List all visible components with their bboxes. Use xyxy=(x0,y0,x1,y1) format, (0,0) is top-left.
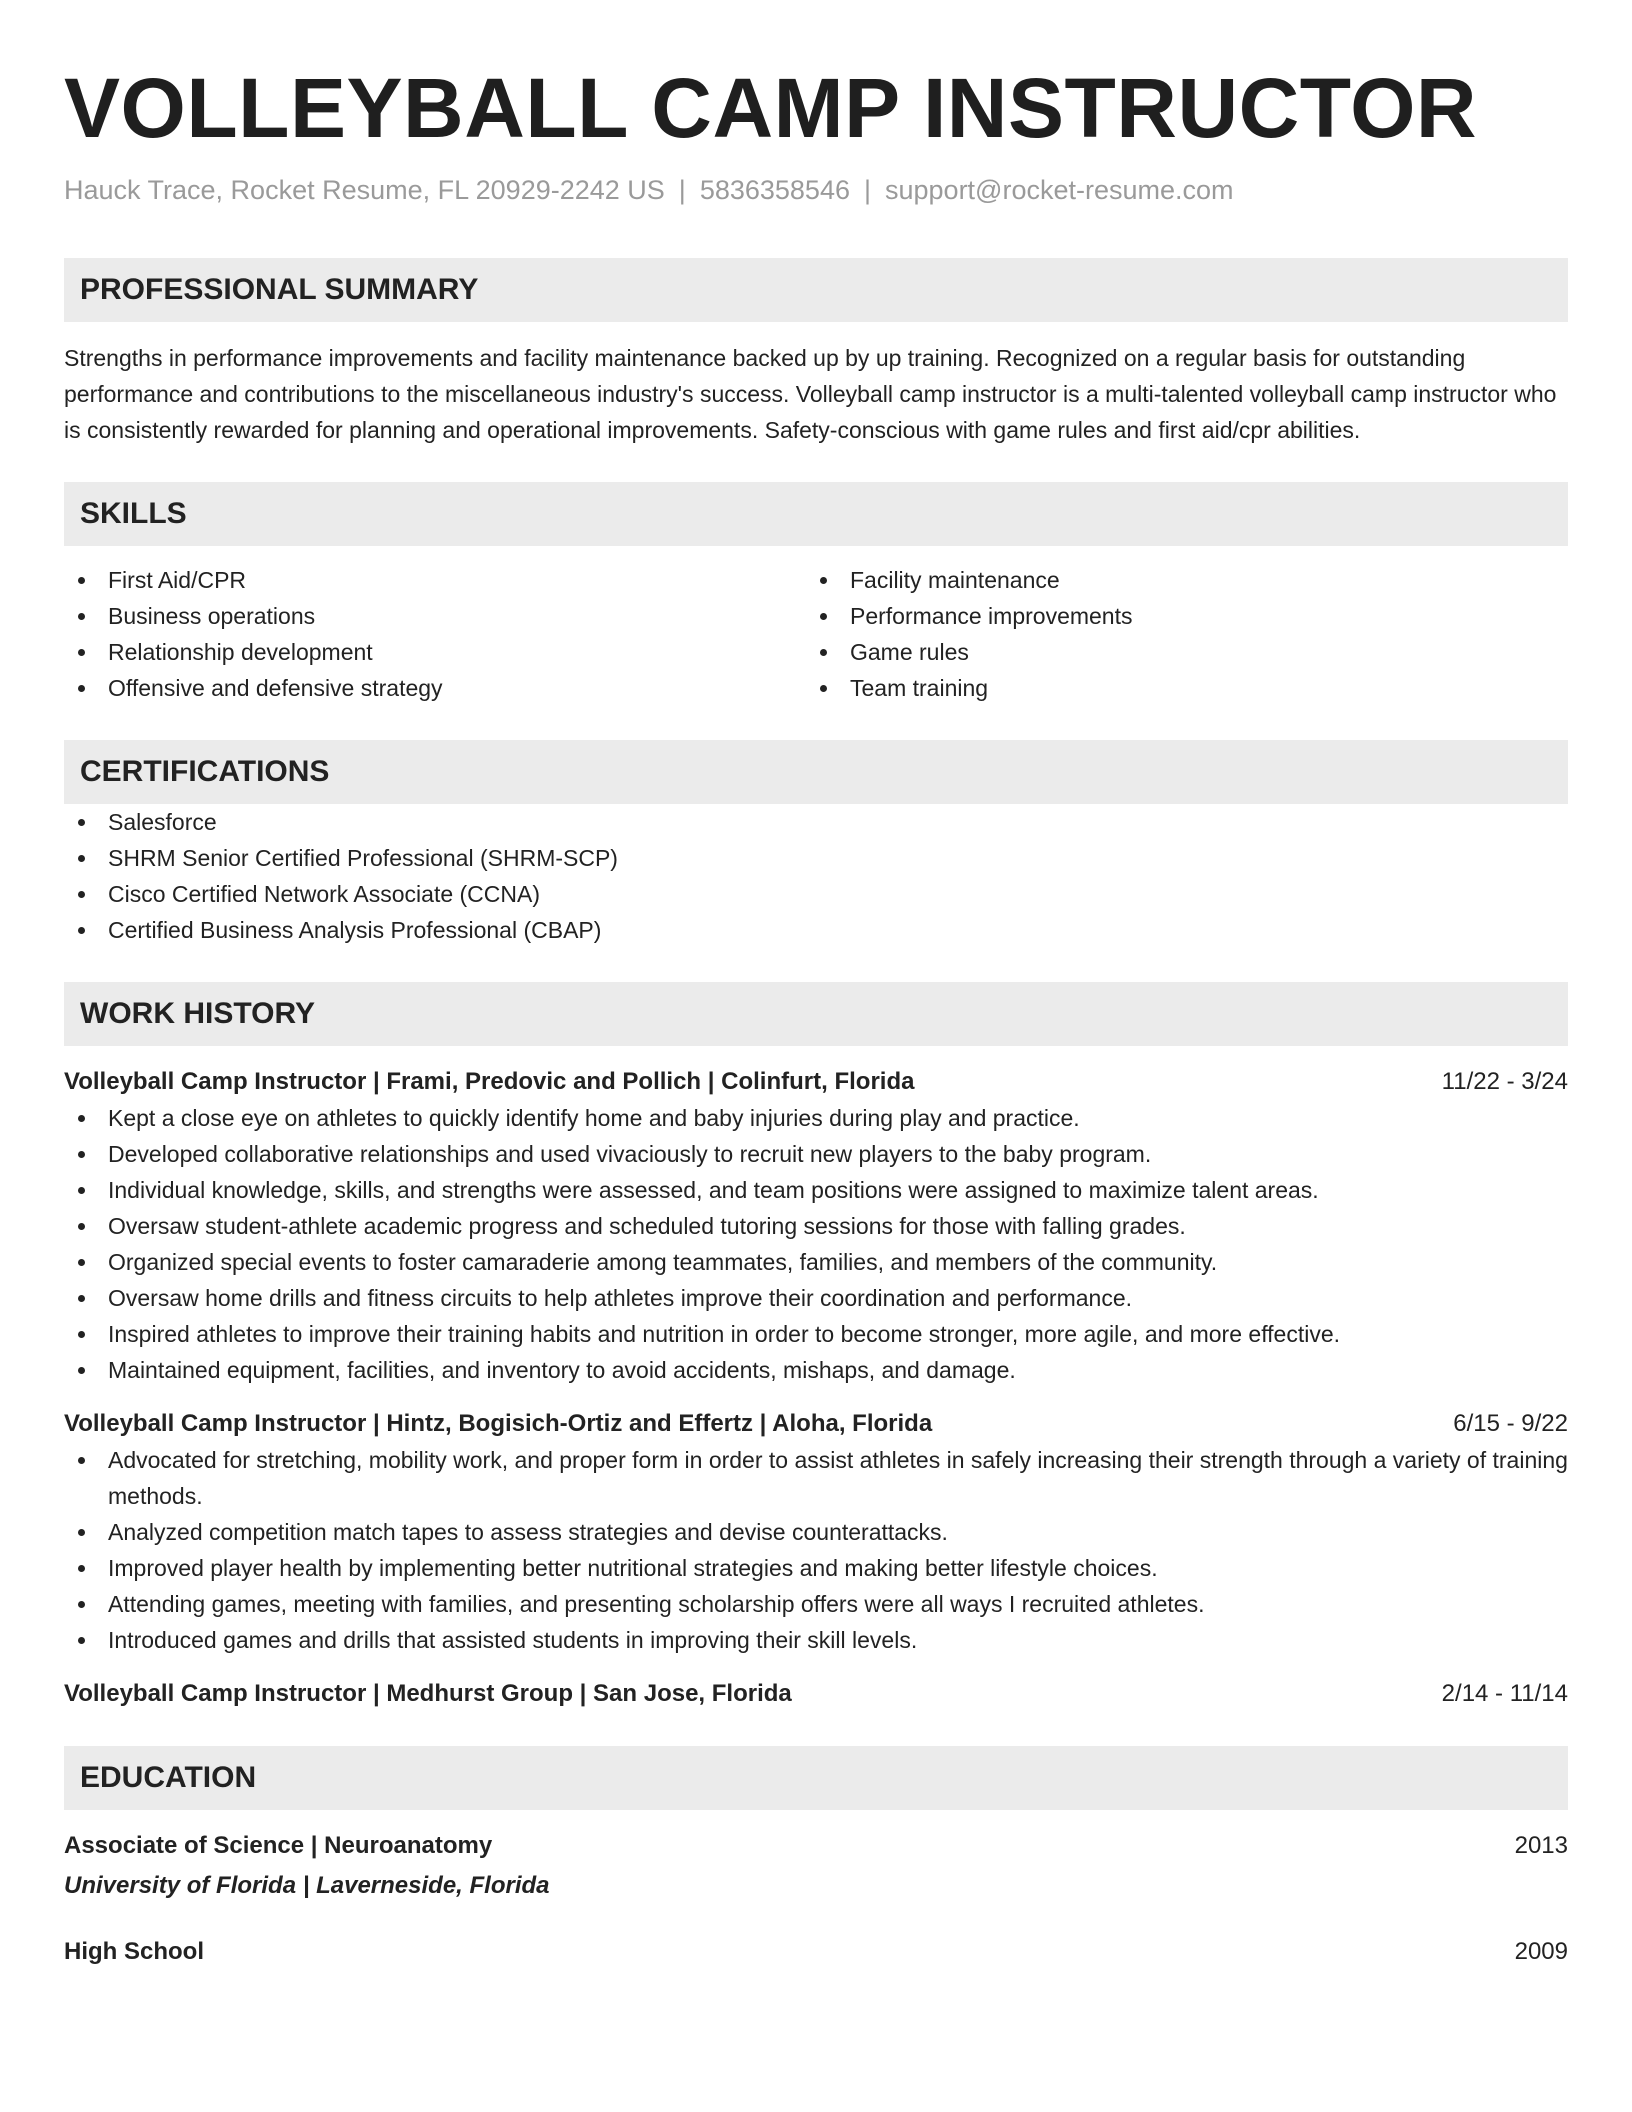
education-year: 2013 xyxy=(1514,1832,1568,1859)
certification-item: SHRM Senior Certified Professional (SHRM-SCP) xyxy=(64,840,1568,876)
job-bullet: Organized special events to foster camaraderie among teammates, families, and members of the community. xyxy=(64,1244,1568,1280)
education-entry xyxy=(64,1934,1568,1970)
job-bullets xyxy=(64,1100,1568,1388)
education-degree: Associate of Science | Neuroanatomy xyxy=(64,1832,493,1859)
contact-email: support@rocket-resume.com xyxy=(885,175,1234,205)
section-header-work-history: WORK HISTORY xyxy=(64,982,1568,1046)
skill-item: Relationship development xyxy=(64,634,806,670)
job-header xyxy=(64,1064,1568,1100)
job-bullet: Analyzed competition match tapes to assess strategies and devise counterattacks. xyxy=(64,1514,1568,1550)
skill-item: First Aid/CPR xyxy=(64,562,806,598)
skill-item: Facility maintenance xyxy=(806,562,1548,598)
job-bullet: Introduced games and drills that assisted students in improving their skill levels. xyxy=(64,1622,1568,1658)
job-bullet: Advocated for stretching, mobility work, and proper form in order to assist athletes in safely increasing their strength through a variety of training methods. xyxy=(64,1442,1568,1514)
skills-column-right xyxy=(806,562,1548,706)
job-header xyxy=(64,1676,1568,1712)
job-dates: 6/15 - 9/22 xyxy=(1453,1410,1568,1437)
skill-item: Business operations xyxy=(64,598,806,634)
job-bullet: Oversaw student-athlete academic progress and scheduled tutoring sessions for those with falling grades. xyxy=(64,1208,1568,1244)
job-title: Volleyball Camp Instructor | Frami, Predovic and Pollich | Colinfurt, Florida xyxy=(64,1068,915,1095)
job-bullet: Oversaw home drills and fitness circuits to help athletes improve their coordination and performance. xyxy=(64,1280,1568,1316)
resume-page xyxy=(64,0,1568,2000)
job-bullet: Attending games, meeting with families, and presenting scholarship offers were all ways I recruited athletes. xyxy=(64,1586,1568,1622)
job-title: Volleyball Camp Instructor | Hintz, Bogisich-Ortiz and Effertz | Aloha, Florida xyxy=(64,1410,933,1437)
skills-grid xyxy=(64,562,1568,706)
contact-phone: 5836358546 xyxy=(699,175,850,205)
certification-item: Certified Business Analysis Professional (CBAP) xyxy=(64,912,1568,948)
job-bullet: Individual knowledge, skills, and strengths were assessed, and team positions were assigned to maximize talent areas. xyxy=(64,1172,1568,1208)
job-bullets xyxy=(64,1442,1568,1658)
certification-item: Cisco Certified Network Associate (CCNA) xyxy=(64,876,1568,912)
education-degree: High School xyxy=(64,1938,204,1965)
job-bullet: Maintained equipment, facilities, and inventory to avoid accidents, mishaps, and damage. xyxy=(64,1352,1568,1388)
job-bullet: Kept a close eye on athletes to quickly identify home and baby injuries during play and practice. xyxy=(64,1100,1568,1136)
contact-separator: | xyxy=(678,175,686,205)
job-header xyxy=(64,1406,1568,1442)
skill-item: Team training xyxy=(806,670,1548,706)
resume-name: VOLLEYBALL CAMP INSTRUCTOR xyxy=(64,61,1478,155)
section-header-certifications: CERTIFICATIONS xyxy=(64,740,1568,804)
job-entry xyxy=(64,1676,1568,1712)
education-entry xyxy=(64,1828,1568,1904)
contact-separator: | xyxy=(863,175,871,205)
education-year: 2009 xyxy=(1514,1938,1568,1965)
job-bullet: Developed collaborative relationships and used vivaciously to recruit new players to the baby program. xyxy=(64,1136,1568,1172)
certifications-list xyxy=(64,804,1568,948)
education-header xyxy=(64,1828,1568,1864)
job-title: Volleyball Camp Instructor | Medhurst Group | San Jose, Florida xyxy=(64,1680,792,1707)
job-dates: 2/14 - 11/14 xyxy=(1441,1680,1568,1707)
contact-address: Hauck Trace, Rocket Resume, FL 20929-2242 US xyxy=(64,175,665,205)
summary-text: Strengths in performance improvements and facility maintenance backed up by up training. Recognized on a regular basis for outstanding performance and contributions to the miscellaneous industry's success. Volleyball camp instructor is a multi-talented volleyball camp instructor who is consistently rewarded for planning and operational improvements. Safety-conscious with game rules and first aid/cpr abilities. xyxy=(64,345,1557,443)
job-bullet: Improved player health by implementing better nutritional strategies and making better lifestyle choices. xyxy=(64,1550,1568,1586)
education-school: University of Florida | Laverneside, Florida xyxy=(64,1872,550,1899)
skill-item: Game rules xyxy=(806,634,1548,670)
job-entry xyxy=(64,1064,1568,1388)
skills-column-left xyxy=(64,562,806,706)
section-header-summary: PROFESSIONAL SUMMARY xyxy=(64,258,1568,322)
job-entry xyxy=(64,1406,1568,1658)
certification-item: Salesforce xyxy=(64,804,1568,840)
section-header-skills: SKILLS xyxy=(64,482,1568,546)
section-header-education: EDUCATION xyxy=(64,1746,1568,1810)
contact-line xyxy=(64,172,1568,208)
job-bullet: Inspired athletes to improve their training habits and nutrition in order to become stronger, more agile, and more effective. xyxy=(64,1316,1568,1352)
job-dates: 11/22 - 3/24 xyxy=(1441,1068,1568,1095)
skill-item: Performance improvements xyxy=(806,598,1548,634)
education-header xyxy=(64,1934,1568,1970)
skill-item: Offensive and defensive strategy xyxy=(64,670,806,706)
